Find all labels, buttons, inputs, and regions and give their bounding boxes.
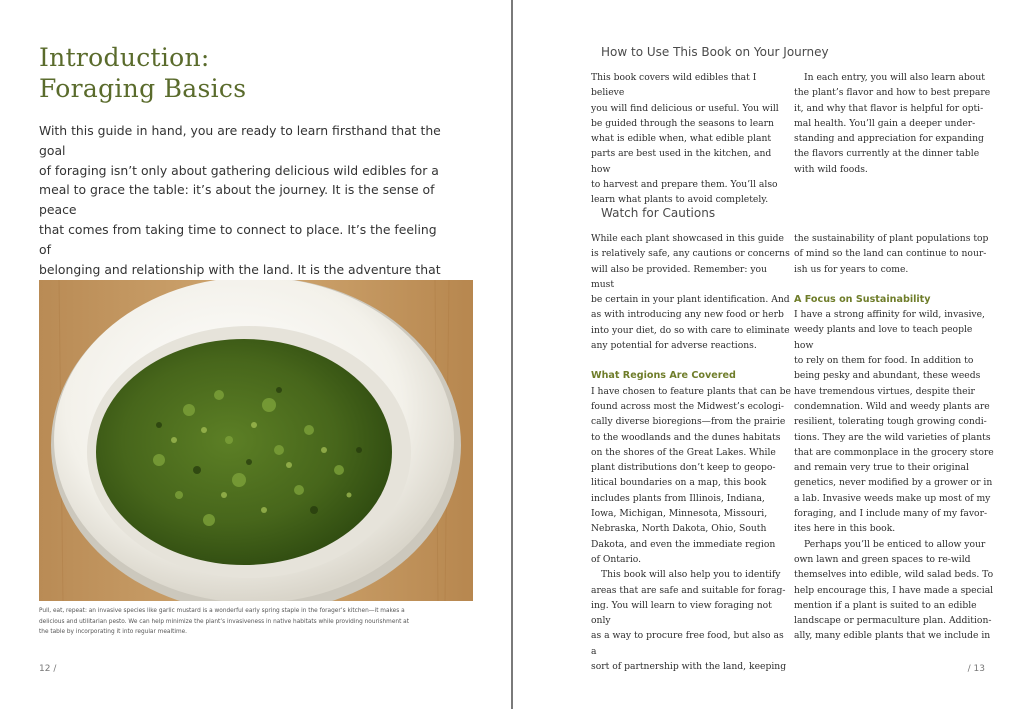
subheading-sustainability: A Focus on Sustainability: [794, 293, 931, 305]
text-line: I have chosen to feature plants that can be: [591, 385, 791, 397]
text-line: ish us for years to come.: [794, 263, 909, 275]
text-line: be certain in your plant identification. And: [591, 294, 790, 306]
text-line: to harvest and prepare them. You’ll also: [591, 179, 778, 191]
chapter-title-line-1: Introduction:: [39, 43, 210, 72]
text-line: While each plant showcased in this guide: [591, 233, 784, 244]
text-line: mention if a plant is suited to an edible: [794, 599, 977, 611]
text-line: tions. They are the wild varieties of plants: [794, 431, 991, 443]
text-line: the sustainability of plant populations top: [794, 233, 989, 244]
right-page: [513, 0, 1024, 709]
text-line: mal health. You’ll gain a deeper under-: [794, 117, 976, 129]
pesto-bowl-illustration: [39, 280, 473, 601]
section-heading-cautions: Watch for Cautions: [601, 206, 716, 220]
text-line: standing and appreciation for expanding: [794, 133, 984, 145]
text-line: have tremendous virtues, despite their: [794, 385, 975, 397]
text-line: the plant’s flavor and how to best prepare: [794, 87, 991, 99]
text-line: ally, many edible plants that we include in: [794, 630, 991, 642]
text-line: learn what plants to avoid completely.: [591, 194, 769, 206]
text-line: to the woodlands and the dunes habitats: [591, 431, 781, 443]
text-line: it, and why that flavor is helpful for opti-: [794, 102, 984, 114]
text-line: I have a strong affinity for wild, invasive,: [794, 309, 985, 321]
text-line: found across most the Midwest’s ecologi-: [591, 400, 785, 412]
caption-line: delicious and utilitarian pesto. We can help minimize the plant’s invasiveness in native habitats while providing nourishment at: [39, 618, 410, 625]
text-line: includes plants from Illinois, Indiana,: [591, 492, 765, 504]
text-line: any potential for adverse reactions.: [591, 340, 757, 352]
text-line: Nebraska, North Dakota, Ohio, South: [591, 523, 767, 535]
text-line: into your diet, do so with care to eliminate: [591, 324, 790, 336]
caption-line: Pull, eat, repeat: an invasive species like garlic mustard is a wonderful early spring staple in the forager’s kitchen—it makes a: [39, 608, 405, 614]
chapter-title: [39, 42, 246, 104]
text-line: weedy plants and love to teach people how: [794, 324, 973, 351]
text-line: being pesky and abundant, these weeds: [794, 370, 981, 382]
text-line: is relatively safe, any cautions or concerns: [591, 248, 790, 260]
intro-line: that comes from taking time to connect to place. It’s the feeling of: [39, 221, 437, 257]
left-page: [0, 0, 511, 709]
text-line: as with introducing any new food or herb: [591, 309, 784, 321]
pesto-bowl-photo: [39, 280, 473, 601]
how-to-use-col-2: [794, 70, 994, 177]
text-line: sort of partnership with the land, keeping: [591, 661, 787, 673]
text-line: help encourage this, I have made a special: [794, 584, 994, 596]
text-line: the flavors currently at the dinner table: [794, 148, 980, 160]
text-line: on the shores of the Great Lakes. While: [591, 446, 776, 458]
page-number-right: / 13: [967, 664, 985, 674]
cautions-col-2: [794, 231, 994, 644]
text-line: what is edible when, what edible plant: [591, 133, 772, 145]
text-line: ites here in this book.: [794, 523, 896, 535]
text-line: foraging, and I include many of my favor-: [794, 508, 988, 520]
text-line: condemnation. Wild and weedy plants are: [794, 400, 990, 412]
caption-line: the table by incorporating it into regular mealtime.: [39, 629, 188, 635]
text-line: This book covers wild edibles that I believe: [591, 72, 757, 99]
text-line: Dakota, and even the immediate region: [591, 538, 776, 550]
how-to-use-col-1: [591, 70, 791, 208]
text-line: parts are best used in the kitchen, and how: [591, 148, 772, 175]
text-line: that are commonplace in the grocery store: [794, 446, 994, 458]
intro-line: belonging and relationship with the land. It is the adventure that: [39, 261, 441, 277]
text-line: of Ontario.: [591, 553, 642, 565]
text-line: to rely on them for food. In addition to: [794, 355, 974, 367]
text-line: plant distributions don’t keep to geopo-: [591, 462, 776, 474]
text-line: genetics, never modified by a grower or in: [794, 477, 993, 489]
text-line: with wild foods.: [794, 163, 868, 175]
text-line: of mind so the land can continue to nour-: [794, 248, 987, 260]
cautions-col-1: [591, 231, 791, 674]
text-line: you will find delicious or useful. You will: [591, 102, 779, 114]
text-line: as a way to procure free food, but also as a: [591, 630, 784, 657]
text-line: and remain very true to their original: [794, 462, 969, 474]
text-line: Perhaps you’ll be enticed to allow your: [804, 538, 986, 550]
section-heading-how-to-use: How to Use This Book on Your Journey: [601, 45, 829, 59]
text-line: Iowa, Michigan, Minnesota, Missouri,: [591, 508, 768, 520]
text-line: This book will also help you to identify: [601, 569, 781, 581]
text-line: will also be provided. Remember: you must: [591, 263, 767, 290]
photo-caption: [39, 606, 435, 638]
intro-line: meal to grace the table: it’s about the journey. It is the sense of peace: [39, 182, 435, 218]
text-line: landscape or permaculture plan. Addition-: [794, 615, 992, 627]
intro-line: of foraging isn’t only about gathering delicious wild edibles for a: [39, 162, 439, 178]
text-line: resilient, tolerating tough growing condi-: [794, 416, 987, 428]
text-line: be guided through the seasons to learn: [591, 117, 774, 129]
text-line: ing. You will learn to view foraging not only: [591, 599, 772, 627]
intro-line: With this guide in hand, you are ready to learn firsthand that the goal: [39, 123, 441, 158]
text-line: themselves into edible, wild salad beds. To: [794, 569, 994, 581]
text-line: a lab. Invasive weeds make up most of my: [794, 492, 991, 504]
text-line: areas that are safe and suitable for forag-: [591, 584, 786, 596]
page-number-left: 12 /: [39, 664, 57, 674]
text-line: cally diverse bioregions—from the prairie: [591, 416, 786, 428]
text-line: In each entry, you will also learn about: [804, 72, 985, 83]
text-line: own lawn and green spaces to re-wild: [794, 553, 971, 565]
chapter-title-line-2: Foraging Basics: [39, 74, 247, 103]
text-line: litical boundaries on a map, this book: [591, 477, 767, 489]
subheading-regions: What Regions Are Covered: [591, 370, 736, 382]
